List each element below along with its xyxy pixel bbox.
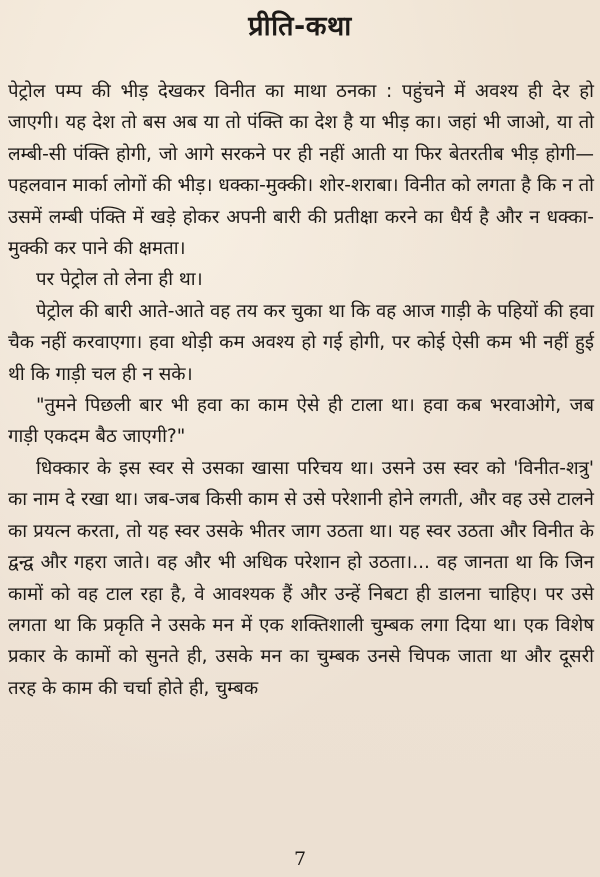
- paragraph-3: पेट्रोल की बारी आते-आते वह तय कर चुका था कि वह आज गाड़ी के पहियों की हवा चैक नहीं करवाएगा। हवा थोड़ी कम अवश्य हो गई होगी, पर कोई ऐसी कम भी नहीं हुई थी कि गाड़ी चल ही न सके।: [8, 300, 594, 385]
- paragraph-1: पेट्रोल पम्प की भीड़ देखकर विनीत का माथा ठनका : पहुंचने में अवश्य ही देर हो जाएगी। यह देश तो बस अब या तो पंक्ति का देश है या भीड़ का। जहां भी जाओ, या तो लम्बी-सी पंक्ति होगी, जो आगे सरकने पर ही नहीं आती या फिर बेतरतीब भीड़ होगी— पहलवान मार्का लोगों की भीड़। धक्का-मुक्की। शोर-शराबा। विनीत को लगता है कि न तो उसमें लम्बी पंक्ति में खड़े होकर अपनी बारी की प्रतीक्षा करने का धैर्य है और न धक्का-मुक्की कर पाने की क्षमता।: [8, 81, 594, 260]
- paragraph-4: "तुमने पिछली बार भी हवा का काम ऐसे ही टाला था। हवा कब भरवाओगे, जब गाड़ी एकदम बैठ जाएगी?": [8, 395, 594, 448]
- paragraph-5: धिक्कार के इस स्वर से उसका खासा परिचय था। उसने उस स्वर को 'विनीत-शत्रु' का नाम दे रखा था। जब-जब किसी काम से उसे परेशानी होने लगती, और वह उसे टालने का प्रयत्न करता, तो यह स्वर उसके भीतर जाग उठता था। यह स्वर उठता और विनीत के द्वन्द्व और गहरा जाते। वह और भी अधिक परेशान हो उठता।... वह जानता था कि जिन कामों को वह टाल रहा है, वे आवश्यक हैं और उन्हें निबटा ही डालना चाहिए। पर उसे लगता था कि प्रकृति ने उसके मन में एक शक्तिशाली चुम्बक लगा दिया था। एक विशेष प्रकार के कामों को सुनते ही, उसके मन का चुम्बक उनसे चिपक जाता था और दूसरी तरह के काम की चर्चा होते ही, चुम्बक: [8, 457, 594, 699]
- page-number: 7: [293, 848, 307, 870]
- paragraph-2: पर पेट्रोल तो लेना ही था।: [36, 269, 203, 291]
- body-text: [8, 76, 594, 704]
- chapter-title: प्रीति-कथा: [248, 11, 352, 42]
